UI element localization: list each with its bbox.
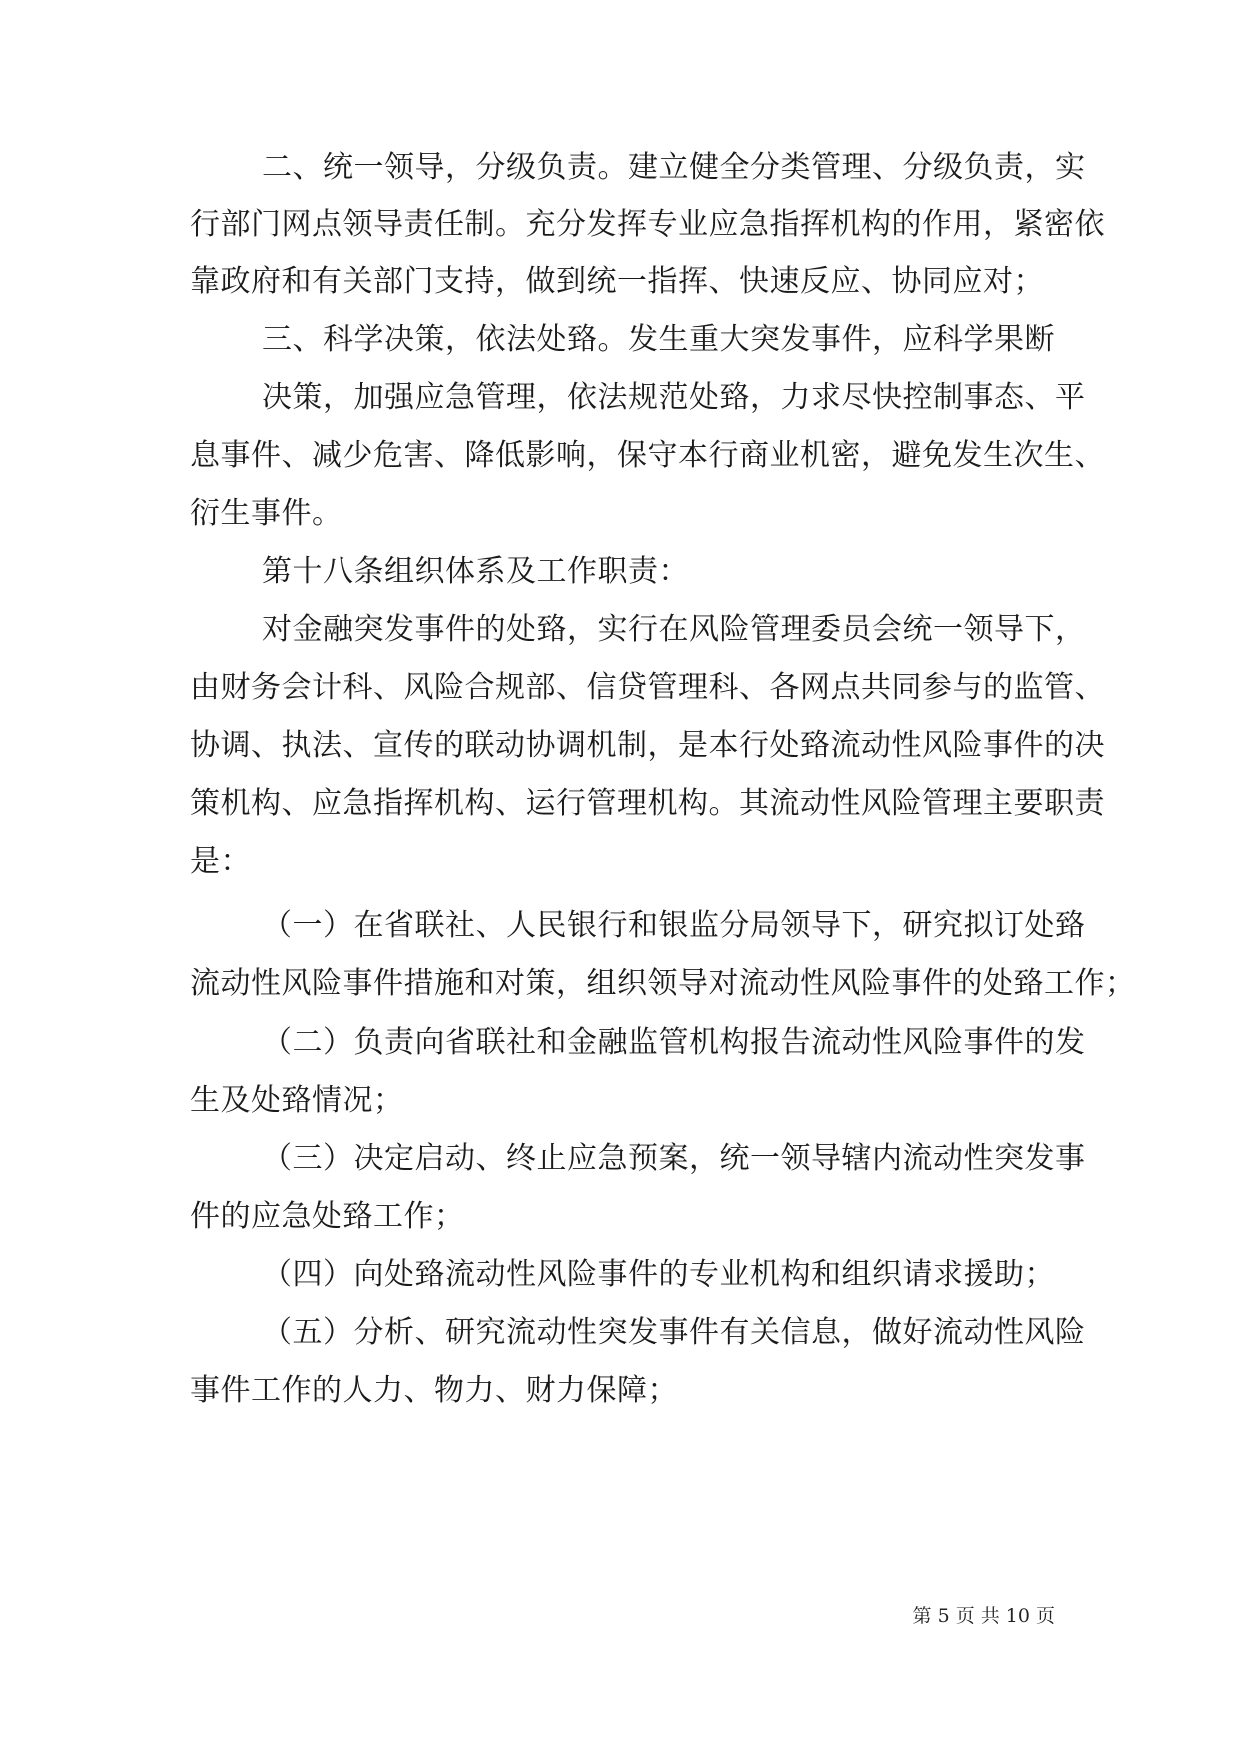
paragraph-line: 衍生事件。	[190, 496, 343, 531]
paragraph-line: 事件工作的人力、物力、财力保障；	[190, 1373, 678, 1408]
paragraph-line: （五）分析、研究流动性突发事件有关信息，做好流动性风险	[262, 1315, 1086, 1350]
paragraph-line: 是：	[190, 844, 251, 879]
paragraph-line: （一）在省联社、人民银行和银监分局领导下，研究拟订处臵	[262, 908, 1086, 943]
paragraph-line: 由财务会计科、风险合规部、信贷管理科、各网点共同参与的监管、	[190, 670, 1105, 705]
paragraph-line: 协调、执法、宣传的联动协调机制，是本行处臵流动性风险事件的决	[190, 728, 1105, 763]
paragraph-line: 件的应急处臵工作；	[190, 1199, 465, 1234]
paragraph-line: 策机构、应急指挥机构、运行管理机构。其流动性风险管理主要职责	[190, 786, 1105, 821]
paragraph-line: 行部门网点领导责任制。充分发挥专业应急指挥机构的作用，紧密依	[190, 207, 1105, 242]
paragraph-line: 生及处臵情况；	[190, 1083, 404, 1118]
paragraph-line: 息事件、减少危害、降低影响，保守本行商业机密，避免发生次生、	[190, 438, 1105, 473]
paragraph-line: （三）决定启动、终止应急预案，统一领导辖内流动性突发事	[262, 1141, 1086, 1176]
page-number-footer: 第 5 页 共 10 页	[912, 1605, 1055, 1627]
paragraph-line: 第十八条组织体系及工作职责：	[262, 554, 689, 589]
paragraph-line: 流动性风险事件措施和对策，组织领导对流动性风险事件的处臵工作；	[190, 966, 1136, 1001]
paragraph-line: 决策，加强应急管理，依法规范处臵，力求尽快控制事态、平	[262, 380, 1086, 415]
paragraph-line: 二、统一领导，分级负责。建立健全分类管理、分级负责，实	[262, 150, 1086, 185]
paragraph-line: 对金融突发事件的处臵，实行在风险管理委员会统一领导下，	[262, 612, 1086, 647]
paragraph-line: 靠政府和有关部门支持，做到统一指挥、快速反应、协同应对；	[190, 264, 1044, 299]
paragraph-line: （四）向处臵流动性风险事件的专业机构和组织请求援助；	[262, 1257, 1055, 1292]
paragraph-line: 三、科学决策，依法处臵。发生重大突发事件，应科学果断	[262, 322, 1055, 357]
paragraph-line: （二）负责向省联社和金融监管机构报告流动性风险事件的发	[262, 1025, 1086, 1060]
